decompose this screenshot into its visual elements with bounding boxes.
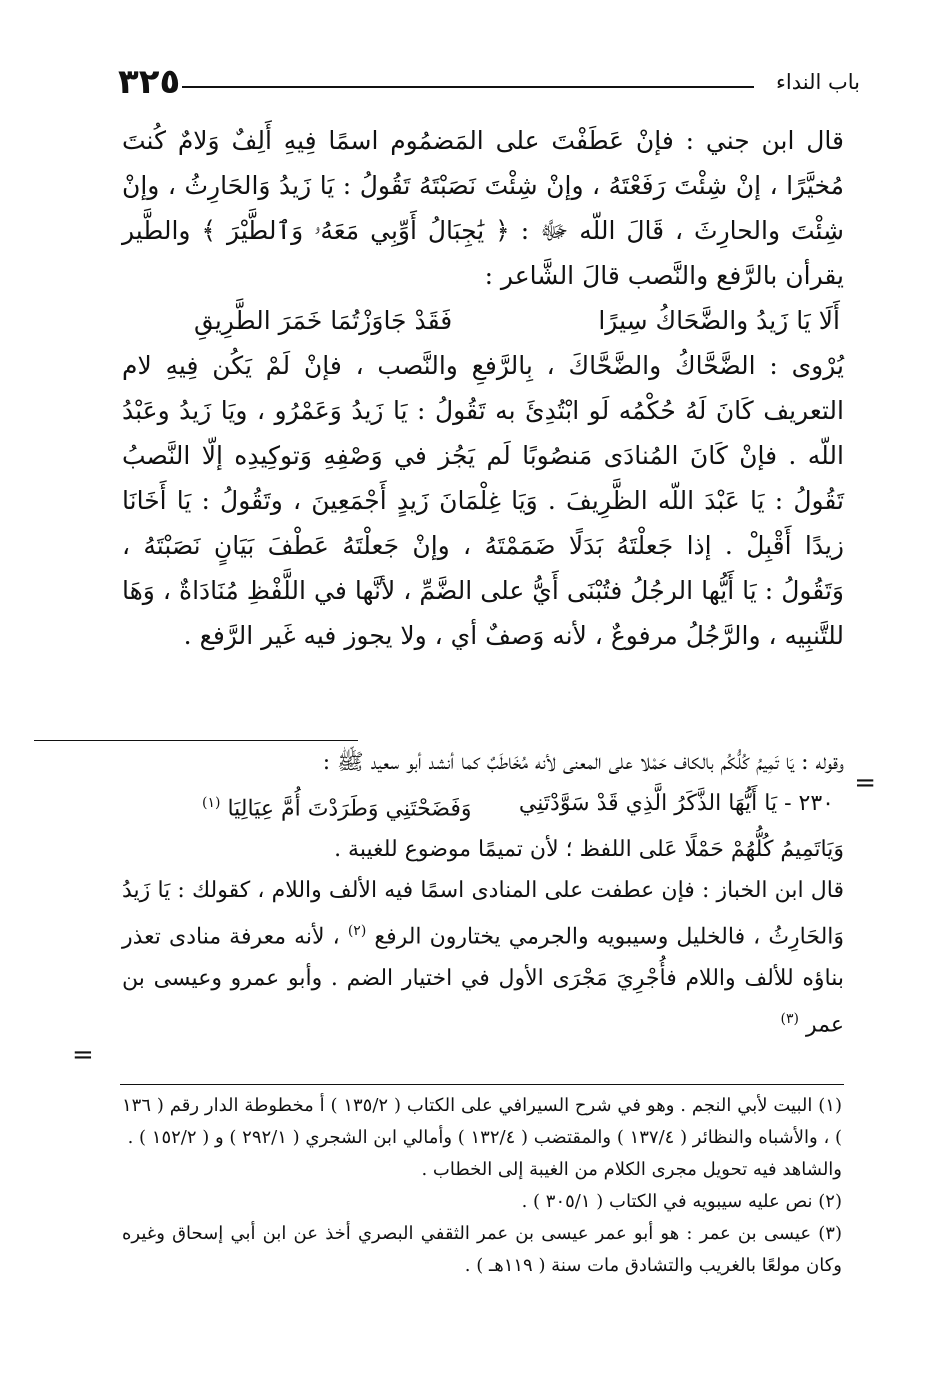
poem-verse [122,298,844,343]
footnote-3: (٣) عيسى بن عمر : هو أبو عمر عيسى بن عمر الثقفي البصري أخذ عن ابن أبي إسحاق وغيره وكان مولعًا بالغريب والتشادق مات سنة ( ١١٩هـ ) . [122,1223,842,1276]
page-header [118,62,860,102]
gloss-separator [34,740,358,741]
footnote-ref-3[interactable]: (٣) [780,1010,800,1027]
commentary-p3-text: قال ابن الخباز : فإن عطفت على المنادى اسمًا فيه الألف واللام ، كقولك : يَا زَيدُ وَالحَارِثُ ، فالخليل وسيبويه والجرمي يختارون الرفع [122,878,845,950]
commentary-paragraph-3 [122,870,844,1045]
footnote-ref-1[interactable]: (١) [202,795,221,811]
commentary-verse-first-text: يَا أَيُّهَا الذَّكَرُ الَّذِي قَدْ سَوَّدْتَنِي [518,791,778,816]
main-paragraph-1: قال ابن جني : فإنْ عَطَفْتَ على المَضمُوم اسمًا فِيهِ أَلِفٌ وَلامٌ كُنتَ مُخيَّرًا ، إنْ شِئْتَ رَفَعْتَهُ ، وإنْ شِئْتَ نَصَبْتَهُ تَقُولُ : يَا زَيدُ وَالحَارِثُ ، وإنْ شِئْتَ والحارِثَ ، قَالَ اللّه ﷻ : ﴿ يَٰجِبَالُ أَوِّبِي مَعَهُۥ وَٱلطَّيْرَ ﴾ والطَّير يقرأن بالرَّفع والنَّصب قالَ الشَّاعر : [122,126,844,290]
commentary-line-2: وَيَاتَمِيمُ كُلُّهُمْ حَمْلًا عَلى اللفظ ؛ لأن تميمًا موضوع للغيبة . [334,837,844,863]
verse-number: ٢٣٠ [798,791,834,816]
verse-first-hemistich: أَلَا يَا زَيدُ والضَّحَاكُ سِيرًا [598,306,840,335]
footnote-1: (١) البيت لأبي النجم . وهو في شرح السيرافي على الكتاب ( ١٣٥/٢ ) أ مخطوطة الدار رقم ( ١٣٦ ) ، والأشباه والنظائر ( ١٣٧/٤ ) والمقتضب ( ١٣٢/٤ ) وأمالي ابن الشجري ( ٢٩٢/١ ) و ( ١٥٢/٢ ) . [122,1095,842,1148]
commentary-verse-first: ٢٣٠ - يَا أَيُّهَا الذَّكَرُ الَّذِي قَدْ سَوَّدْتَنِي [518,791,834,816]
commentary-line-1: وقوله : يَا تَمِيمُ كُلُّكُم بالكاف حَمْلا على المعنى لأنه مُخَاطَبٌ كما أنشد أبو سعيد ﷺ : [322,750,844,775]
continuation-mark-bottom: = [72,1040,94,1070]
footnote-ref-2[interactable]: (٢) [347,923,367,940]
footnotes [122,1090,842,1282]
commentary-p3b-text: ، لأنه معرفة منادى تعذر بناؤه للألف واللام فأُجْرِيَ مَجْرَى الأول في اختيار الضم . وأبو عمرو وعيسى بن عمر [122,924,844,1037]
footnote-1-note: والشاهد فيه تحويل مجرى الكلام من الغيبة إلى الخطاب . [421,1159,842,1180]
commentary-verse-second-text: وَفَضَحْتَنِي وَطَرَدْتَ أُمَّ عِيَالِيَا [227,796,472,822]
page-number: ٣٢٥ [118,62,181,102]
chapter-title: باب النداء [776,70,860,94]
commentary-verse [122,783,844,829]
main-paragraph-2: يُرْوى : الضَّحَّاكُ والضَّحَّاكَ ، بِالرَّفعِ والنَّصب ، فإنْ لَمْ يَكُن فِيهِ لام التعريف كَانَ لَهُ حُكْمُه لَو ابْتُدِئَ به تَقُولُ : يَا زَيدُ وَعَمْرُو ، ويَا زَيدُ وعَبْدُ اللّه . فإنْ كَانَ المُنادَى مَنصُوبًا لَم يَجُز في وَصْفِهِ وَتوكِيدِه إلّا النَّصبُ تَقُولُ : يَا عَبْدَ اللّه الظَّرِيفَ . وَيَا غِلْمَانَ زَيدٍ أَجْمَعِينَ ، وتَقُولُ : يَا أَخَانَا زيدًا أَقْبِلْ . إذا جَعلْتَهُ بَدَلًا ضَمَمْتَهُ ، وإنْ جَعلْتَهُ عَطْفَ بَيَانٍ نَصَبْتَهُ ، وَتَقُولُ : يَا أَيُّها الرجُلُ فتُبْنَى أَيُّ على الضَّمِّ ، لأنَّها في اللَّفْظِ مُنَادَاةٌ ، وَهَا للتَّنبِيه ، والرَّجُلُ مرفوعٌ ، لأنه وَصفٌ أي ، ولا يجوز فيه غَير الرَّفع . [122,351,844,650]
continuation-mark-top: = [854,768,876,798]
footnote-separator [120,1084,844,1085]
commentary-verse-second [202,783,472,829]
header-rule [182,86,754,88]
verse-second-hemistich: فَقَدْ جَاوَزْتُمَا خَمَرَ الطَّرِيقِ [194,306,453,335]
main-text [122,118,844,658]
commentary-section [122,742,844,1045]
footnote-2: (٢) نص عليه سيبويه في الكتاب ( ٣٠٥/١ ) . [521,1191,842,1212]
